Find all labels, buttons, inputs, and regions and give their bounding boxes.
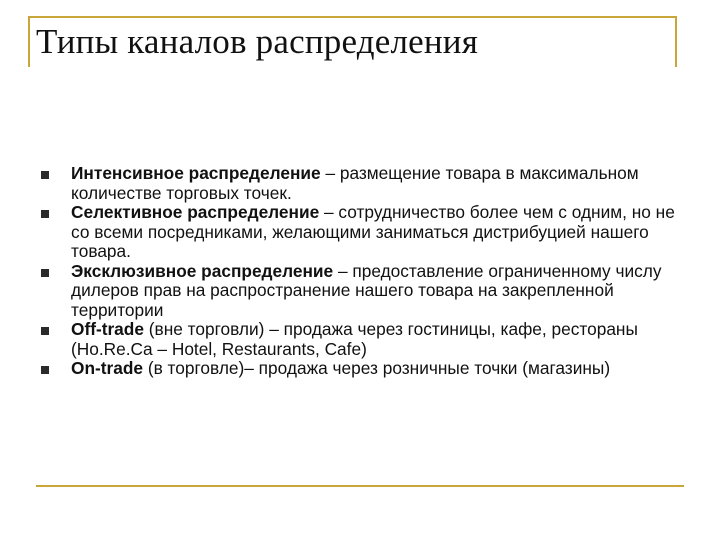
square-bullet-icon (41, 327, 49, 335)
bullet-term: Интенсивное распределение (71, 163, 321, 183)
bullet-term: Селективное распределение (71, 202, 320, 222)
bullet-text: – размещение товара в максимальном количестве торговых точек. (71, 163, 639, 203)
bullet-text: (в торговле)– продажа через розничные точки (магазины) (143, 358, 611, 378)
bullet-item-selective (40, 203, 690, 262)
bottom-divider (36, 485, 684, 487)
bullet-item-intensive (40, 164, 690, 203)
title-frame-top-line (28, 16, 677, 18)
title-frame-left-line (28, 16, 30, 67)
square-bullet-icon (41, 269, 49, 277)
bullet-item-exclusive (40, 262, 690, 321)
square-bullet-icon (41, 171, 49, 179)
bullet-list (40, 164, 690, 379)
bullet-item-on-trade (40, 359, 690, 379)
bullet-term: On-trade (71, 358, 144, 378)
slide-title: Типы каналов распределения (36, 22, 479, 61)
bullet-text: (вне торговли) – продажа через гостиницы, кафе, рестораны (Ho.Re.Ca – Hotel, Restaurants, Cafe) (71, 319, 638, 359)
bullet-term: Эксклюзивное распределение (71, 260, 334, 281)
bullet-item-off-trade (40, 320, 690, 359)
bullet-text: – сотрудничество более чем с одним, но не со всеми посредниками, желающими заниматься дистрибуцией нашего товара. (71, 202, 675, 261)
bullet-term: Off-trade (71, 319, 144, 339)
square-bullet-icon (41, 366, 49, 374)
bullet-text: – предоставление ограниченному числу дилеров прав на распространение нашего товара на закрепленной территории (71, 260, 662, 320)
square-bullet-icon (41, 210, 49, 218)
title-frame-right-line (675, 16, 677, 67)
